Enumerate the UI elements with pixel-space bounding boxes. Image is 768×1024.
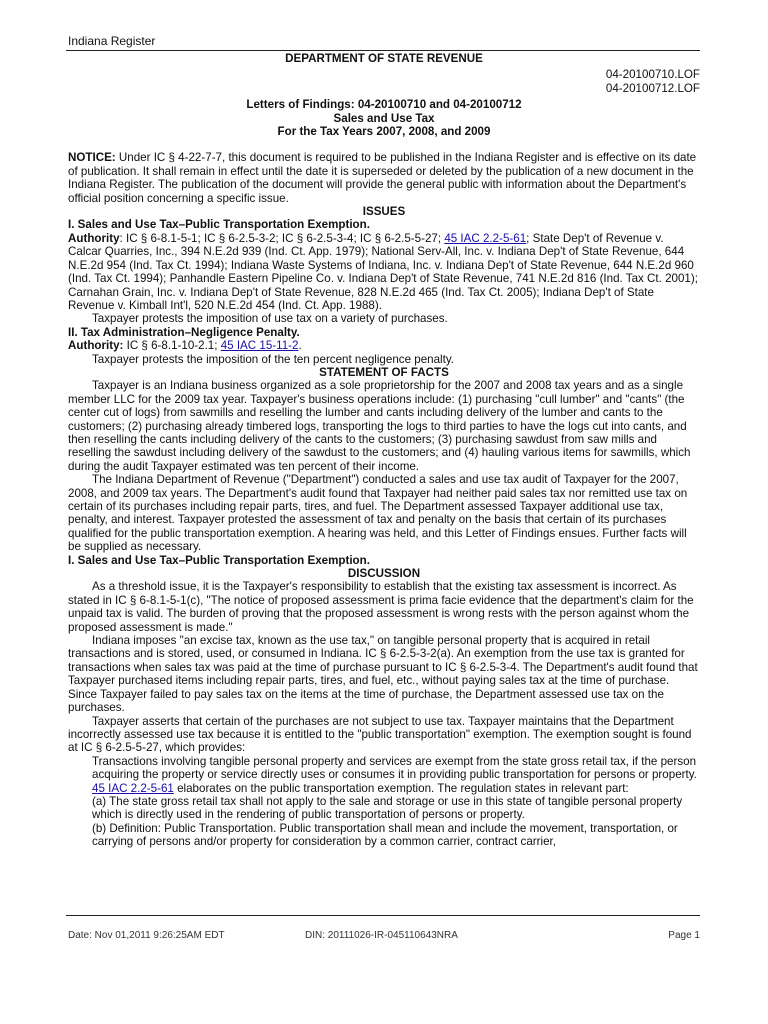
issue1-regulation-link[interactable]: 45 IAC 2.2-5-61 bbox=[444, 231, 527, 245]
footer-date: Date: Nov 01,2011 9:26:25AM EDT bbox=[68, 930, 225, 941]
header-rule bbox=[66, 50, 700, 51]
issue2-protest: Taxpayer protests the imposition of the ten percent negligence penalty. bbox=[92, 352, 454, 366]
department-title: DEPARTMENT OF STATE REVENUE bbox=[285, 52, 483, 65]
discussion-paragraph-1: As a threshold issue, it is the Taxpayer's responsibility to establish that the existing tax assessment is incorrect. As stated in IC § 6-8.1-5-1(c), "The notice of proposed assessment is prima facie evidence that the department's claim for the unpaid tax is valid. The burden of proving that the proposed assessment is wrong rests with the person against whom the proposed assessment is made." bbox=[68, 580, 694, 634]
regulation-intro-text: elaborates on the public transportation exemption. The regulation states in relevant part: bbox=[173, 781, 629, 795]
notice-text: Under IC § 4-22-7-7, this document is required to be published in the Indiana Register and is effective on its date of publication. It shall remain in effect until the date it is superseded or deleted by the publication of a new document in the Indiana Register. The publication of the document will provide the general public with information about the Department's official position concerning a specific issue. bbox=[68, 151, 697, 205]
issue1-title: I. Sales and Use Tax–Public Transportation Exemption. bbox=[68, 218, 370, 232]
tax-type: Sales and Use Tax bbox=[333, 111, 435, 125]
letters-title: Letters of Findings: 04-20100710 and 04-20100712 bbox=[246, 98, 522, 112]
register-label: Indiana Register bbox=[68, 34, 156, 48]
issue2-title: II. Tax Administration–Negligence Penalty. bbox=[68, 325, 300, 339]
issue1-authority-post: ; State Dep't of Revenue v. Calcar Quarries, Inc., 394 N.E.2d 939 (Ind. Ct. App. 1979); National Serv-All, Inc. v. Indiana Dep't of State Revenue, 644 N.E.2d 954 (Ind. Tax Ct. 1994); Indiana Waste Systems of Indiana, Inc. v. Indiana Dep't of State Revenue, 644 N.E.2d 960 (Ind. Tax Ct. 1994); Panhandle Eastern Pipeline Co. v. Indiana Dep't of State Revenue, 741 N.E.2d 816 (Ind. Tax Ct. 2001); Carnahan Grain, Inc. v. Indiana Dep't of State Revenue, 828 N.E.2d 465 (Ind. Tax Ct. 2005); Indiana Dep't of State Revenue v. Kimball Int'l, 520 N.E.2d 454 (Ind. Ct. App. 1988). bbox=[68, 231, 698, 312]
tax-years: For the Tax Years 2007, 2008, and 2009 bbox=[277, 125, 491, 139]
footer-din: DIN: 20111026-IR-045110643NRA bbox=[305, 930, 458, 941]
issues-heading: ISSUES bbox=[362, 205, 406, 219]
issue2-authority-pre: IC § 6-8.1-10-2.1; bbox=[123, 339, 221, 353]
statute-quote: Transactions involving tangible personal property and services are exempt from the state gross retail tax, if the person acquiring the property or service directly uses or consumes it in providing public transportation for persons or property. bbox=[92, 754, 697, 782]
regulation-quote-b: (b) Definition: Public Transportation. Public transportation shall mean and include the movement, transportation, or carrying of persons and/or property for consideration by a common carrier, contract carrier, bbox=[92, 821, 678, 849]
issue1-authority bbox=[68, 232, 700, 312]
issue2-authority-post: . bbox=[298, 339, 302, 353]
issue1-authority-label: Authority bbox=[68, 231, 120, 245]
regulation-quote-a: (a) The state gross retail tax shall not apply to the sale and storage or use in this state of tangible personal property which is directly used in the rendering of public transportation of persons or property. bbox=[92, 794, 683, 822]
footer-page-number: Page 1 bbox=[668, 930, 700, 941]
issue2-regulation-link[interactable]: 45 IAC 15-11-2 bbox=[220, 339, 299, 353]
regulation-intro bbox=[68, 782, 700, 795]
issue2-authority bbox=[68, 339, 700, 352]
facts-heading: STATEMENT OF FACTS bbox=[319, 365, 449, 379]
discussion-paragraph-3: Taxpayer asserts that certain of the purchases are not subject to use tax. Taxpayer maintains that the Department incorrectly assessed use tax because it is entitled to the "public transportation" exemption. The exemption sought is found at IC § 6-2.5-5-27, which provides: bbox=[68, 714, 692, 755]
discussion-paragraph-2: Indiana imposes "an excise tax, known as the use tax," on tangible personal property that is acquired in retail transactions and is stored, used, or consumed in Indiana. IC § 6-2.5-3-2(a). An exemption from the use tax is granted for transactions when sales tax was paid at the time of purchase pursuant to IC § 6-2.5-3-4. The Department's audit found that Taxpayer purchased items including repair parts, tires, and fuel, etc., without paying sales tax at the time of purchase. Since Taxpayer failed to pay sales tax on the items at the time of purchase, the Department assessed use tax on the purchases. bbox=[68, 634, 698, 715]
footer-rule bbox=[66, 915, 700, 916]
issue1-protest: Taxpayer protests the imposition of use tax on a variety of purchases. bbox=[92, 312, 448, 326]
discussion-issue-title: I. Sales and Use Tax–Public Transportation Exemption. bbox=[68, 553, 370, 567]
notice-label: NOTICE: bbox=[68, 151, 116, 165]
regulation-link[interactable]: 45 IAC 2.2-5-61 bbox=[92, 781, 174, 795]
issue2-authority-label: Authority: bbox=[68, 339, 124, 353]
discussion-heading: DISCUSSION bbox=[347, 567, 421, 581]
facts-paragraph-2: The Indiana Department of Revenue ("Department") conducted a sales and use tax audit of Taxpayer for the 2007, 2008, and 2009 tax years. The Department's audit found that Taxpayer had neither paid sales tax nor remitted use tax on certain of its purchases including repair parts, tires, and fuel. The Department assessed Taxpayer additional use tax, penalty, and interest. Taxpayer protested the assessment of tax and penalty on the basis that certain of its purchases qualified for the public transportation exemption. A hearing was held, and this Letter of Findings ensues. Further facts will be supplied as necessary. bbox=[68, 473, 688, 554]
doc-id-2: 04-20100712.LOF bbox=[605, 81, 700, 95]
facts-paragraph-1: Taxpayer is an Indiana business organized as a sole proprietorship for the 2007 and 2008 tax years and as a single member LLC for the 2009 tax year. Taxpayer's business operations include: (1) purchasing "cull lumber" and "cants" (the center cut of logs) from sawmills and reselling the lumber and cants including delivery of the lumber and cants to the customers; (2) purchasing already timbered logs, transporting the logs to third parties to have the logs cut into cants, and then reselling the cants including delivery of the cants to the customers; (3) purchasing sawdust from saw mills and reselling the sawdust including delivery of the sawdust to the customers; and (4) hauling various items for sawmills, which during the audit Taxpayer estimated was ten percent of their income. bbox=[68, 379, 691, 473]
doc-id-1: 04-20100710.LOF bbox=[605, 68, 700, 82]
notice-paragraph bbox=[68, 151, 700, 205]
document-body bbox=[68, 52, 700, 849]
issue1-authority-pre: : IC § 6-8.1-5-1; IC § 6-2.5-3-2; IC § 6-2.5-3-4; IC § 6-2.5-5-27; bbox=[119, 231, 445, 245]
